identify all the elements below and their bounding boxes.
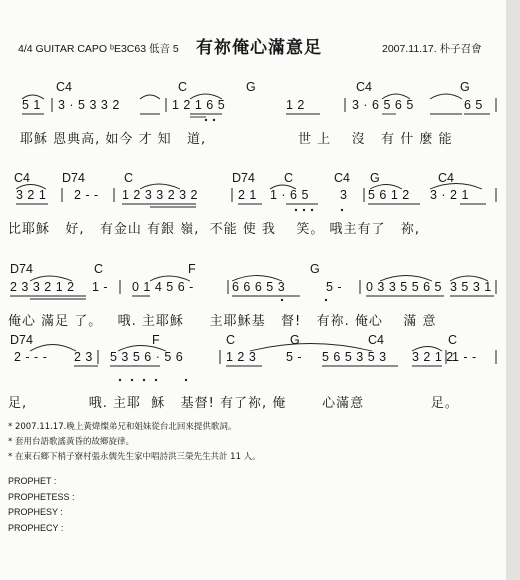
chord-symbol: D74 — [62, 171, 85, 185]
song-title: 有祢俺心滿意足 — [196, 38, 322, 58]
note-group: 3 · 2 1 — [430, 188, 469, 202]
chord-symbol: D74 — [232, 171, 255, 185]
chord-symbol: C4 — [356, 80, 372, 94]
chord-symbol: C — [124, 171, 134, 185]
note-group: 1 - - — [452, 350, 477, 364]
note-group: 0 1 4 5 6 - — [132, 280, 194, 294]
date-place: 2007.11.17. 朴子召會 — [382, 43, 482, 55]
chord-symbol: C — [284, 171, 294, 185]
chord-symbol: C — [226, 333, 236, 347]
prophecy-term: PROPHETESS : — [8, 491, 75, 502]
note-group: 1 2 — [286, 98, 305, 112]
lyric-line: 世 上 沒 有 什 麼 能 — [298, 132, 453, 147]
footnote: * 套用台語歌謠黃昏的故鄉旋律。 — [8, 437, 134, 447]
octave-dots — [119, 119, 343, 381]
chord-symbol: G — [290, 333, 300, 347]
note-group: 2 3 — [74, 350, 93, 364]
chord-symbol: C — [448, 333, 458, 347]
beam-underlines — [10, 114, 494, 366]
chord-symbol: G — [246, 80, 256, 94]
chord-symbol: D74 — [10, 333, 33, 347]
chord-symbol: F — [188, 262, 196, 276]
note-group: 3 · 6 5 6 5 — [352, 98, 414, 112]
chord-symbol: G — [310, 262, 320, 276]
lyric-line: 俺心 滿足 了。 哦. 主耶穌 主耶穌基 督! 有祢. 俺心 滿 意 — [8, 314, 437, 329]
chord-symbol: C4 — [14, 171, 30, 185]
note-group: 2 - - — [74, 188, 99, 202]
note-group: 1 2 3 — [226, 350, 257, 364]
note-group: 5 1 — [22, 98, 41, 112]
chord-symbol: G — [370, 171, 380, 185]
chord-symbol: D74 — [10, 262, 33, 276]
chord-symbol: C4 — [334, 171, 350, 185]
key-info: 4/4 GUITAR CAPO ᵇE3C63 低音 5 — [18, 43, 179, 55]
chord-symbol: C — [94, 262, 104, 276]
note-group: 3 5 3 1 — [450, 280, 492, 294]
chord-symbol: C — [178, 80, 188, 94]
note-group: 3 — [340, 188, 348, 202]
slurs — [16, 94, 488, 351]
note-group: 5 3 5 6 · 5 6 — [110, 350, 184, 364]
bar-lines — [52, 98, 496, 364]
footnote: * 2007.11.17.晚上黃煒燦弟兄和姐妹從台北回來提供歌詞。 — [8, 422, 237, 432]
footnote: * 在東石鄉下梢子寮村張永儒先生家中唱詩洪三榮先生共計 11 人。 — [8, 452, 261, 462]
note-group: 1 · 6 5 — [270, 188, 309, 202]
chord-symbol: F — [152, 333, 160, 347]
note-group: 1 2 1 6 5 — [172, 98, 226, 112]
note-group: 3 · 5 3 3 2 — [58, 98, 120, 112]
note-group: 3 2 1 — [16, 188, 47, 202]
lyric-line: 耶穌 恩典高, 如今 才 知 道, — [20, 132, 207, 147]
chord-symbol: C4 — [368, 333, 384, 347]
note-group: 5 - — [286, 350, 303, 364]
note-group: 6 6 6 5 3 — [232, 280, 286, 294]
note-group: 1 - — [92, 280, 109, 294]
note-group: 2 1 — [238, 188, 257, 202]
note-group: 6 5 — [464, 98, 483, 112]
chord-symbol: G — [460, 80, 470, 94]
note-group: 5 - — [326, 280, 343, 294]
prophecy-term: PROPHESY : — [8, 507, 63, 517]
note-group: 2 3 3 2 1 2 — [10, 280, 75, 294]
note-group: 0 3 3 5 5 6 5 — [366, 280, 443, 294]
note-group: 5 6 1 2 — [368, 188, 410, 202]
chord-symbol: C4 — [56, 80, 72, 94]
chord-symbol: C4 — [438, 171, 454, 185]
lyric-line: 足, 哦. 主耶 穌 基督! 有了祢, 俺 心滿意 足。 — [8, 396, 459, 411]
note-group: 5 6 5 3 5 3 — [322, 350, 387, 364]
prophecy-term: PROPHET : — [8, 476, 57, 486]
prophecy-term: PROPHECY : — [8, 522, 64, 533]
note-group: 3 2 1 2 — [412, 350, 454, 364]
lyric-line: 比耶穌 好, 有金山 有銀 嶺, 不能 使 我 笑。 哦主有了 祢, — [8, 222, 421, 237]
prophecy-list — [8, 474, 75, 536]
note-group: 1 2 3 3 2 3 2 — [122, 188, 199, 202]
footnotes — [8, 420, 261, 465]
note-group: 2 - - - — [14, 350, 48, 364]
